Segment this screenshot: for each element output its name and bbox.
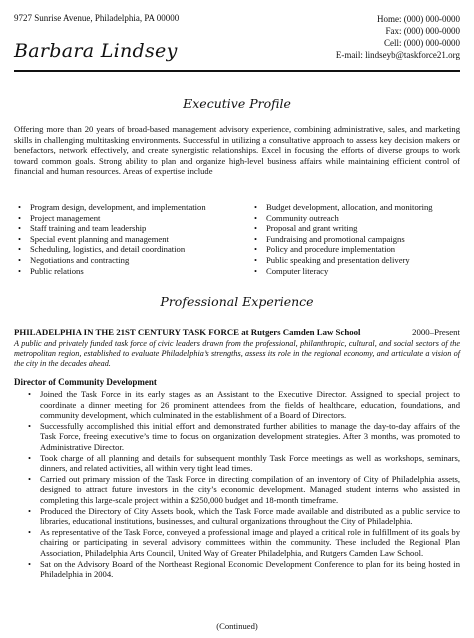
employer-line <box>14 327 460 337</box>
continued-note: (Continued) <box>216 621 258 631</box>
skill-item: • Computer literacy <box>252 266 433 277</box>
skill-item: • Community outreach <box>252 213 433 224</box>
duties-list <box>28 389 460 580</box>
skill-item: • Budget development, allocation, and monitoring <box>252 202 433 213</box>
profile-summary: Offering more than 20 years of broad-based management advisory experience, combining administrative, sales, and marketing skills in challenging multitasking environments. Successful in utilizing a consultative approach to assess key decision makers or benefactors, network effectively, and create synergistic relationships. Excel in focusing the efforts of diverse groups to work toward common goals. Strong ability to plan and organize high-level business affairs while maintaining efficient control of financial and human resources. Areas of expertise include <box>14 124 460 177</box>
skill-item: • Public speaking and presentation delivery <box>252 255 433 266</box>
duty-item: • Joined the Task Force in its early stages as an Assistant to the Executive Director. Assigned to special project to coordinate a dinner meeting for 26 prominent attendees from the fields of healthcare, education, foundations, and community development, which culminated in the establishment of a Board of Directors. <box>28 389 460 421</box>
organization-description: A public and privately funded task force of civic leaders drawn from the professional, philanthropic, cultural, and social sectors of the metropolitan region, established to evaluate Philadelphia’s strengths, assess its role in the regional economy, and articulate a vision of the city in the decades ahead. <box>14 339 460 368</box>
skill-item: • Policy and procedure implementation <box>252 244 433 255</box>
skill-item: • Public relations <box>16 266 206 277</box>
duty-item: • Carried out primary mission of the Task Force in directing compilation of an inventory of City of Philadelphia assets, designed to attract future investors in the city’s economic development. Managed student interns who assisted in completing this large-scale project within a $250,000 budget and 18-month timeframe. <box>28 474 460 506</box>
duty-item: • Successfully accomplished this initial effort and demonstrated further abilities to manage the day-to-day affairs of the Task Force, freeing executive’s time to focus on organization development strategies. After 3 months, was promoted to Administrative Director. <box>28 421 460 453</box>
skill-item: • Scheduling, logistics, and detail coordination <box>16 244 206 255</box>
street-address: 9727 Sunrise Avenue, Philadelphia, PA 00000 <box>14 13 180 23</box>
contact-block <box>336 13 460 61</box>
skill-item: • Special event planning and management <box>16 234 206 245</box>
header-divider <box>14 70 460 72</box>
skill-item: • Proposal and grant writing <box>252 223 433 234</box>
job-title: Director of Community Development <box>14 377 157 387</box>
duty-item: • Sat on the Advisory Board of the Northeast Regional Economic Development Conference to plan for its being hosted in Philadelphia in 2004. <box>28 559 460 580</box>
fax-number: Fax: (000) 000-0000 <box>385 26 460 36</box>
section-heading-experience: Professional Experience <box>160 294 314 309</box>
duty-item: • Took charge of all planning and details for subsequent monthly Task Force meetings as well as workshops, seminars, dinners, and related activities, all within very tight lead times. <box>28 453 460 474</box>
skills-list-left <box>16 202 206 276</box>
cell-phone: Cell: (000) 000-0000 <box>384 38 460 48</box>
skill-item: • Fundraising and promotional campaigns <box>252 234 433 245</box>
employer-name: PHILADELPHIA IN THE 21ST CENTURY TASK FORCE at Rutgers Camden Law School <box>14 327 361 337</box>
duty-item: • As representative of the Task Force, conveyed a professional image and played a critical role in fulfillment of its goals by chairing or participating in several advisory committees within the community. These included the Regional Plan Association, Philadelphia Arts Council, United Way of Greater Philadelphia, and Rutgers Camden Law School. <box>28 527 460 559</box>
home-phone: Home: (000) 000-0000 <box>377 14 460 24</box>
duty-item: • Produced the Directory of City Assets book, which the Task Force made available and distributed as a public service to libraries, educational institutions, businesses, and cultural organizations throughout the City of Philadelphia. <box>28 506 460 527</box>
skill-item: • Negotiations and contracting <box>16 255 206 266</box>
email-address: E-mail: lindseyb@taskforce21.org <box>335 50 460 60</box>
employment-dates: 2000–Present <box>412 327 460 337</box>
candidate-name: Barbara Lindsey <box>14 40 178 62</box>
section-heading-profile: Executive Profile <box>183 96 291 111</box>
skill-item: • Project management <box>16 213 206 224</box>
skills-list-right <box>252 202 433 276</box>
skill-item: • Program design, development, and implementation <box>16 202 206 213</box>
skill-item: • Staff training and team leadership <box>16 223 206 234</box>
